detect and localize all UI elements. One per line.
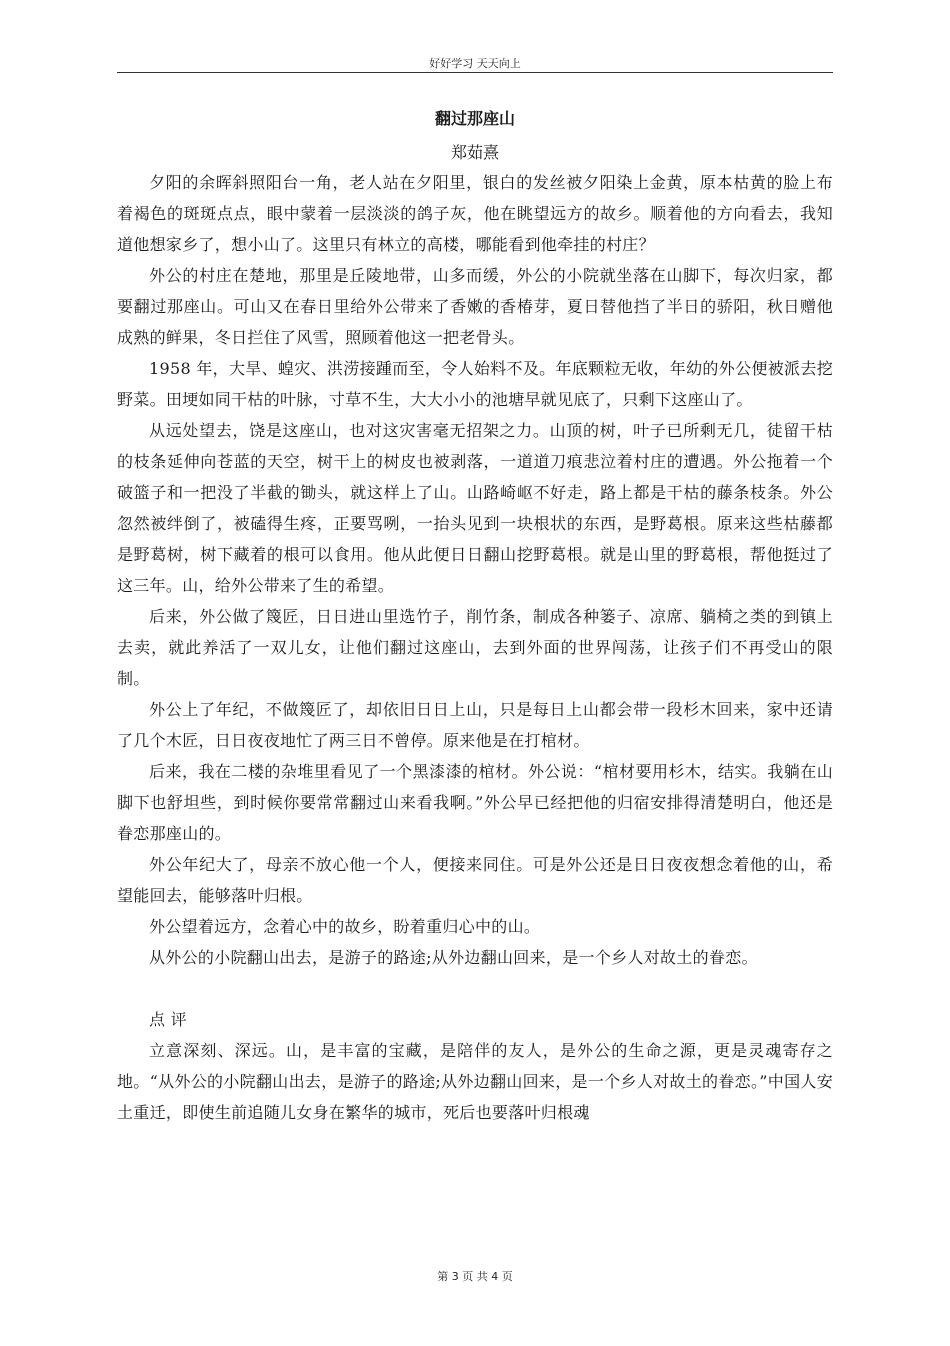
paragraph: 1958 年，大旱、蝗灾、洪涝接踵而至，令人始料不及。年底颗粒无收，年幼的外公便被派去挖野菜。田埂如同干枯的叶脉，寸草不生，大大小小的池塘早就见底了，只剩下这座山了。 (117, 359, 833, 409)
review-heading: 点 评 (149, 1010, 187, 1029)
header-divider (117, 72, 833, 73)
paragraph: 从远处望去，饶是这座山，也对这灾害毫无招架之力。山顶的树，叶子已所剩无几，徒留干枯的枝条延伸向苍蓝的天空，树干上的树皮也被剥落，一道道刀痕悲泣着村庄的遭遇。外公拖着一个破篮子和一把没了半截的锄头，就这样上了山。山路崎岖不好走，路上都是干枯的藤条枝条。外公忽然被绊倒了，被磕得生疼，正要骂咧，一抬头见到一块根状的东西，是野葛根。原来这些枯藤都是野葛树，树下藏着的根可以食用。他从此便日日翻山挖野葛根。就是山里的野葛根，帮他挺过了这三年。山，给外公带来了生的希望。 (117, 421, 833, 595)
review-paragraph: 立意深刻、深远。山，是丰富的宝藏，是陪伴的友人，是外公的生命之源，更是灵魂寄存之地。“从外公的小院翻山出去，是游子的路途;从外边翻山回来，是一个乡人对故土的眷恋。”中国人安土重迁，即使生前追随儿女身在繁华的城市，死后也要落叶归根魂 (117, 1041, 833, 1122)
page-header: 好好学习 天天向上 (429, 57, 521, 70)
article-title: 翻过那座山 (434, 109, 515, 128)
page-footer: 第 3 页 共 4 页 (437, 1270, 513, 1283)
paragraph: 后来，我在二楼的杂堆里看见了一个黑漆漆的棺材。外公说：“棺材要用杉木，结实。我躺在山脚下也舒坦些，到时候你要常常翻过山来看我啊。”外公早已经把他的归宿安排得清楚明白，他还是眷恋那座山的。 (117, 762, 833, 843)
paragraph: 从外公的小院翻山出去，是游子的路途;从外边翻山回来，是一个乡人对故土的眷恋。 (149, 948, 758, 967)
blank-line (117, 973, 833, 1004)
paragraph: 夕阳的余晖斜照阳台一角，老人站在夕阳里，银白的发丝被夕阳染上金黄，原本枯黄的脸上布着褐色的斑斑点点，眼中蒙着一层淡淡的鸽子灰，他在眺望远方的故乡。顺着他的方向看去，我知道他想家乡了，想小山了。这里只有林立的高楼，哪能看到他牵挂的村庄？ (117, 173, 833, 254)
paragraph: 外公的村庄在楚地，那里是丘陵地带，山多而缓，外公的小院就坐落在山脚下，每次归家，都要翻过那座山。可山又在春日里给外公带来了香嫩的香椿芽，夏日替他挡了半日的骄阳，秋日赠他成熟的鲜果，冬日拦住了风雪，照顾着他这一把老骨头。 (117, 266, 833, 347)
paragraph: 后来，外公做了篾匠，日日进山里选竹子，削竹条，制成各种篓子、凉席、躺椅之类的到镇上去卖，就此养活了一双儿女，让他们翻过这座山，去到外面的世界闯荡，让孩子们不再受山的限制。 (117, 607, 833, 688)
article-author: 郑茹熹 (450, 143, 499, 162)
paragraph: 外公望着远方，念着心中的故乡，盼着重归心中的山。 (149, 917, 541, 936)
paragraph: 外公上了年纪，不做篾匠了，却依旧日日上山，只是每日上山都会带一段杉木回来，家中还请了几个木匠，日日夜夜地忙了两三日不曾停。原来他是在打棺材。 (117, 700, 833, 750)
paragraph: 外公年纪大了，母亲不放心他一个人，便接来同住。可是外公还是日日夜夜想念着他的山，希望能回去，能够落叶归根。 (117, 855, 833, 905)
article-body (117, 167, 833, 1128)
